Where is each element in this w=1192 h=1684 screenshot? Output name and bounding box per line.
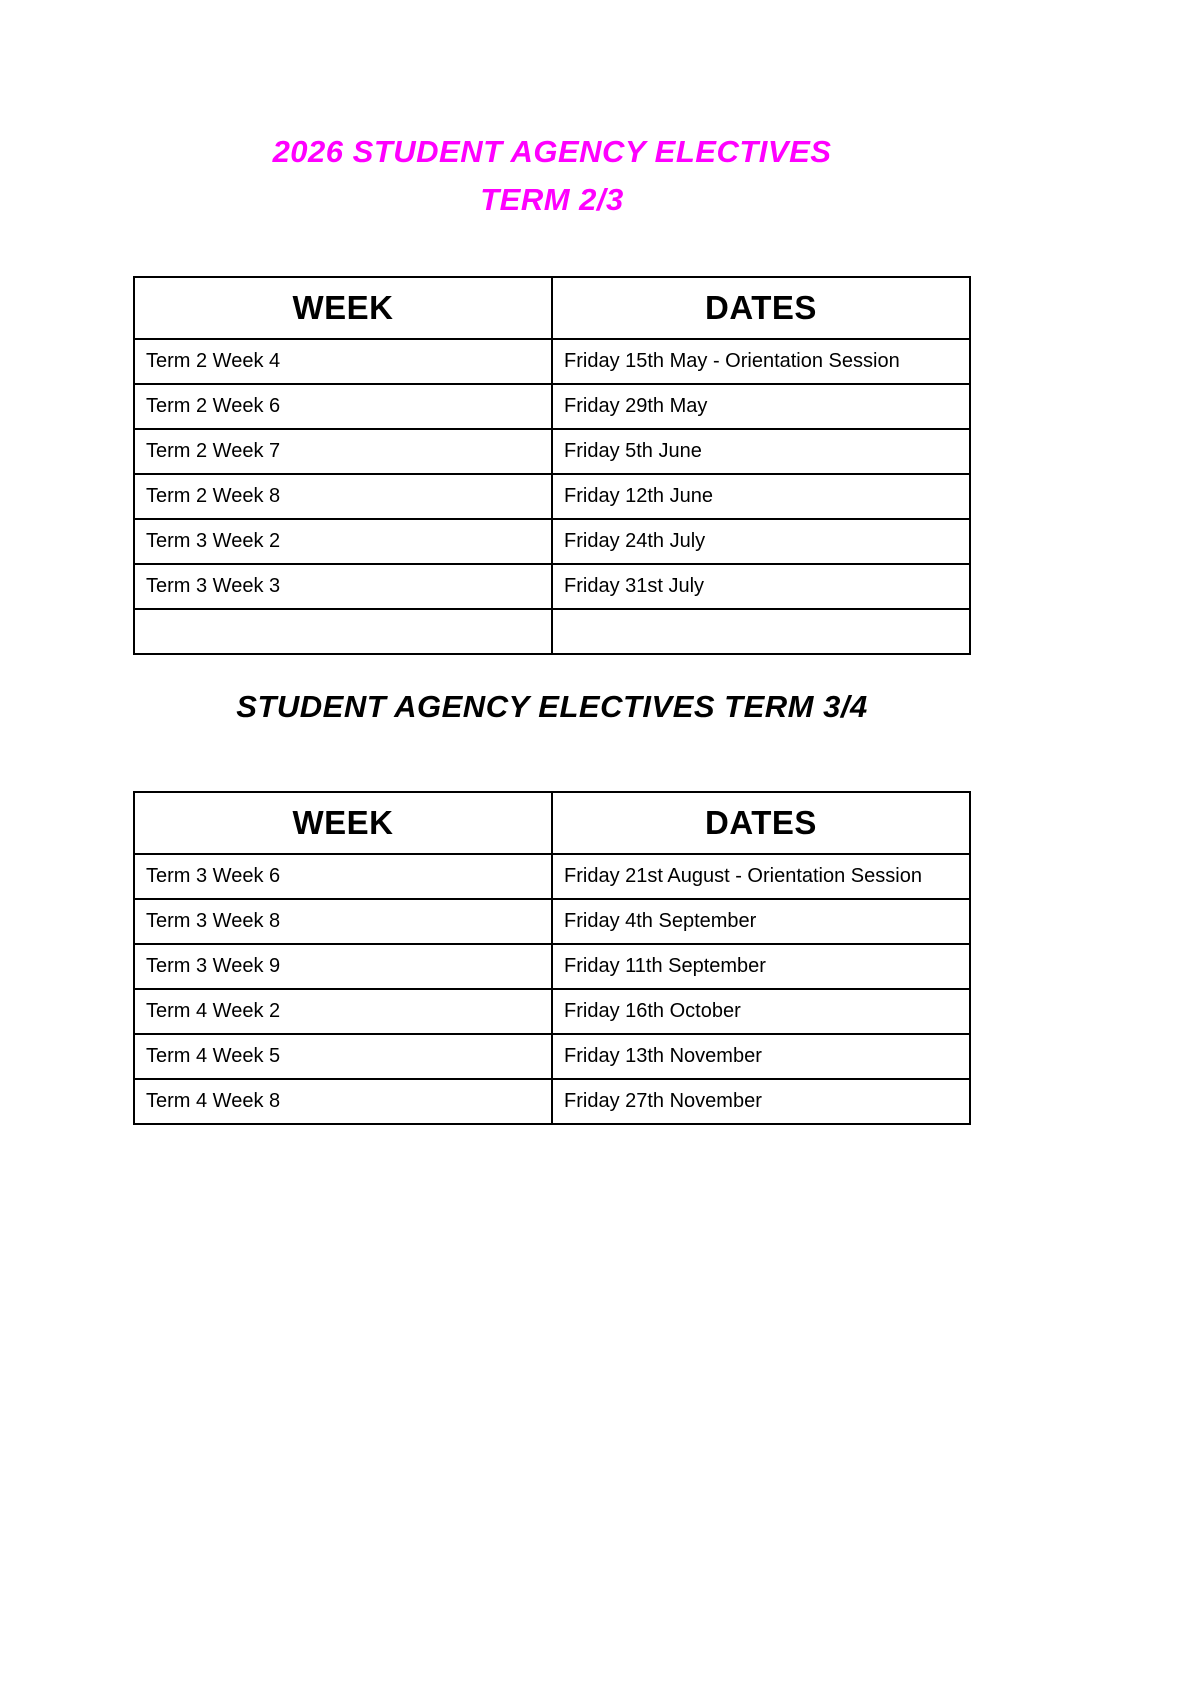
date-cell: Friday 27th November — [552, 1079, 970, 1124]
table-row — [134, 384, 970, 429]
electives-table-term-3-4 — [133, 791, 971, 1125]
electives-table-term-2-3 — [133, 276, 971, 655]
week-cell: Term 2 Week 4 — [134, 339, 552, 384]
dates-column-header: DATES — [552, 792, 970, 854]
week-cell: Term 2 Week 7 — [134, 429, 552, 474]
week-cell: Term 4 Week 5 — [134, 1034, 552, 1079]
date-cell: Friday 29th May — [552, 384, 970, 429]
date-cell — [552, 609, 970, 654]
date-cell: Friday 11th September — [552, 944, 970, 989]
table-row — [134, 899, 970, 944]
document-title-term-3-4: STUDENT AGENCY ELECTIVES TERM 3/4 — [236, 689, 868, 724]
week-cell: Term 2 Week 8 — [134, 474, 552, 519]
table-row — [134, 429, 970, 474]
table-row — [134, 854, 970, 899]
document-content — [133, 0, 971, 1125]
date-cell: Friday 31st July — [552, 564, 970, 609]
week-cell — [134, 609, 552, 654]
week-cell: Term 4 Week 2 — [134, 989, 552, 1034]
week-cell: Term 3 Week 3 — [134, 564, 552, 609]
week-cell: Term 3 Week 8 — [134, 899, 552, 944]
table-row-empty — [134, 609, 970, 654]
table-row — [134, 1079, 970, 1124]
table-row — [134, 339, 970, 384]
table-row — [134, 989, 970, 1034]
table-row — [134, 944, 970, 989]
table-row — [134, 564, 970, 609]
date-cell: Friday 5th June — [552, 429, 970, 474]
week-cell: Term 3 Week 6 — [134, 854, 552, 899]
table-row — [134, 1034, 970, 1079]
document-title-term-2-3 — [133, 0, 971, 224]
table-header-row — [134, 792, 970, 854]
title-line-2: TERM 2/3 — [480, 182, 624, 217]
week-cell: Term 4 Week 8 — [134, 1079, 552, 1124]
week-cell: Term 2 Week 6 — [134, 384, 552, 429]
dates-column-header: DATES — [552, 277, 970, 339]
date-cell: Friday 12th June — [552, 474, 970, 519]
week-cell: Term 3 Week 2 — [134, 519, 552, 564]
title-line-1: 2026 STUDENT AGENCY ELECTIVES — [272, 134, 832, 169]
date-cell: Friday 4th September — [552, 899, 970, 944]
date-cell: Friday 15th May - Orientation Session — [552, 339, 970, 384]
week-column-header: WEEK — [134, 277, 552, 339]
date-cell: Friday 16th October — [552, 989, 970, 1034]
week-column-header: WEEK — [134, 792, 552, 854]
table-row — [134, 474, 970, 519]
date-cell: Friday 21st August - Orientation Session — [552, 854, 970, 899]
table-header-row — [134, 277, 970, 339]
week-cell: Term 3 Week 9 — [134, 944, 552, 989]
table-row — [134, 519, 970, 564]
date-cell: Friday 24th July — [552, 519, 970, 564]
date-cell: Friday 13th November — [552, 1034, 970, 1079]
